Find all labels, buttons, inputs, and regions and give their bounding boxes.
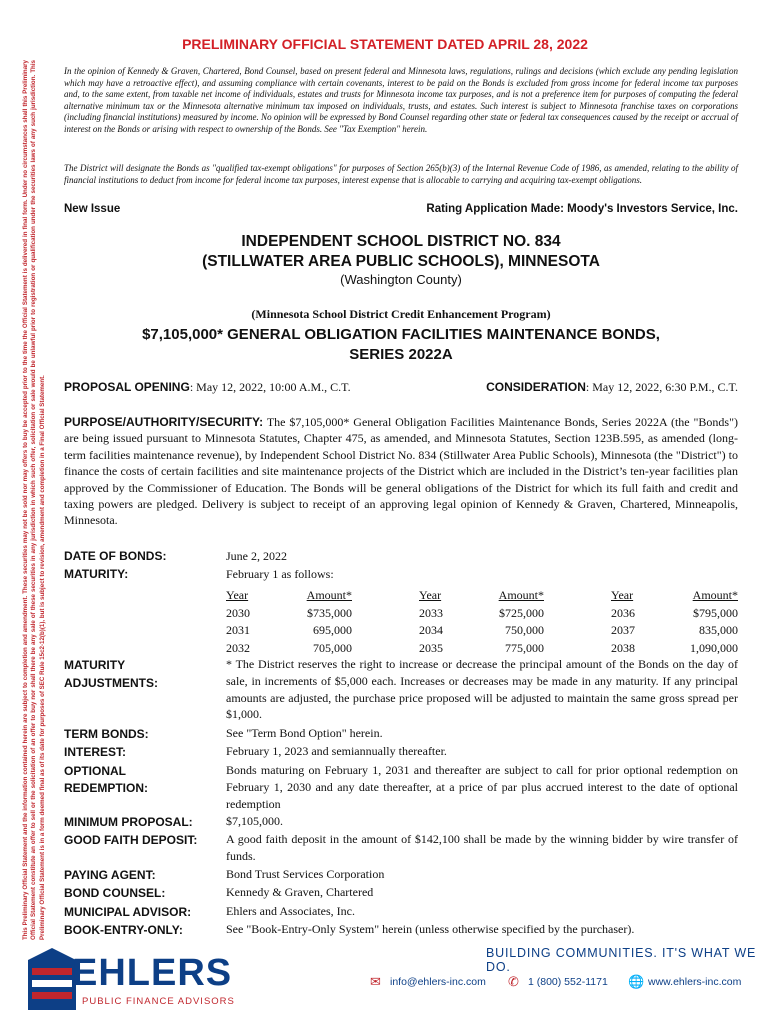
consideration-label: CONSIDERATION [486, 380, 586, 394]
maturity-year: 2030 [226, 605, 250, 620]
rating-label: Rating Application Made: Moody's Investors Service, Inc. [426, 203, 738, 215]
new-issue-label: New Issue [64, 203, 121, 215]
term-bonds-value: See "Term Bond Option" herein. [226, 726, 383, 740]
phone-icon: ✆ [508, 974, 519, 989]
book-entry-only-label: BOOK-ENTRY-ONLY: [64, 923, 183, 937]
maturity-amount: 1,090,000 [690, 640, 738, 655]
program-line: (Minnesota School District Credit Enhancement Program) [251, 307, 551, 321]
consideration [486, 380, 738, 395]
maturity-year: 2036 [611, 605, 635, 620]
bonds-title-line1: $7,105,000* GENERAL OBLIGATION FACILITIES MAINTENANCE BONDS, [142, 326, 660, 343]
purpose-label: PURPOSE/AUTHORITY/SECURITY: [64, 415, 264, 429]
book-entry-only-value: See "Book-Entry-Only System" herein (unless otherwise specified by the purchaser). [226, 922, 635, 936]
year-header: Year [419, 588, 442, 602]
maturity-year-col-2 [419, 587, 449, 657]
maturity-year-col-3 [611, 587, 641, 657]
maturity-amount: 835,000 [699, 623, 738, 638]
maturity-year-col-1 [226, 587, 256, 657]
term-bonds-label: TERM BONDS: [64, 727, 149, 741]
optional-redemption-label-2: REDEMPTION: [64, 781, 148, 795]
issue-rating-row [64, 203, 738, 219]
qualified-obligations-paragraph: The District will designate the Bonds as "qualified tax-exempt obligations" for purposes of Section 265(b)(3) of the Internal Revenue Code of 1986, as amended, relating to the ability of financial institutions to deduct from income for federal income tax purposes, interest expense that is allocable to carrying and acquiring tax-exempt obligations. [64, 163, 738, 185]
globe-icon: 🌐 [628, 974, 645, 989]
maturity-amount: 705,000 [313, 640, 352, 655]
good-faith-deposit-value: A good faith deposit in the amount of $142,100 shall be made by the winning bidder by wire transfer of funds. [226, 832, 738, 863]
maturity-amount: 775,000 [505, 640, 544, 655]
bonds-title-line2: SERIES 2022A [349, 346, 453, 363]
date-of-bonds-value: June 2, 2022 [226, 549, 287, 563]
bond-counsel-value: Kennedy & Graven, Chartered [226, 885, 374, 899]
proposal-opening-value: : May 12, 2022, 10:00 A.M., C.T. [189, 380, 351, 394]
ehlers-tagline: BUILDING COMMUNITIES. IT'S WHAT WE DO. [486, 946, 757, 974]
good-faith-deposit-label: GOOD FAITH DEPOSIT: [64, 833, 198, 847]
maturity-amount: $725,000 [499, 605, 544, 620]
amount-header: Amount* [498, 588, 544, 602]
interest-label: INTEREST: [64, 745, 127, 759]
county-line: (Washington County) [340, 272, 462, 287]
proposal-opening-label: PROPOSAL OPENING [64, 380, 190, 394]
maturity-year: 2035 [419, 640, 443, 655]
ehlers-logo-subtitle: PUBLIC FINANCE ADVISORS [82, 996, 235, 1007]
interest-value: February 1, 2023 and semiannually thereafter. [226, 744, 447, 758]
maturity-value: February 1 as follows: [226, 567, 334, 581]
maturity-amount-col-1 [286, 587, 352, 657]
maturity-amount: 695,000 [313, 623, 352, 638]
side-disclaimer-text: This Preliminary Official Statement and the information contained herein are subject to completion and amendment. These securities may not be sold nor may offers to buy be accepted prior to the time the Official Statement is delivered in final form. Under no circumstances shall this Preliminary Official Statement constitute an offer to sell or the solicitation of an offer to buy nor shall there be any sale of these securities in any jurisdiction in which such offer, solicitation or sale would be unlawful prior to registration or qualification under the securities laws of any such jurisdiction. This Preliminary Official Statement is in a form deemed final as of its date for purposes of SEC Rule 15c2-12(b)(1), but is subject to revision, amendment and completion in a Final Official Statement. [22, 60, 46, 940]
year-header: Year [226, 588, 249, 602]
maturity-amount: 750,000 [505, 623, 544, 638]
optional-redemption-label-1: OPTIONAL [64, 764, 126, 778]
minimum-proposal-value: $7,105,000. [226, 814, 283, 828]
ehlers-logo-text: EHLERS [72, 952, 233, 994]
optional-redemption-value: Bonds maturing on February 1, 2031 and thereafter are subject to call for prior optional redemption on February 1, 2030 and any date thereafter, at a price of par plus accrued interest to the date of optional redemption [226, 763, 738, 811]
maturity-label: MATURITY: [64, 567, 129, 581]
maturity-year: 2032 [226, 640, 250, 655]
maturity-amount: $735,000 [307, 605, 352, 620]
paying-agent-value: Bond Trust Services Corporation [226, 867, 385, 881]
purpose-text: The $7,105,000* General Obligation Facilities Maintenance Bonds, Series 2022A (the "Bonds") are being issued pursuant to Minnesota Statutes, Chapter 475, as amended, and Minnesota Statutes, Section 123B.595, as amended (long-term facilities maintenance revenue), by Independent School District No. 834 (Stillwater Area Public Schools), Minnesota (the "District") to finance the costs of certain facilities and site maintenance projects of the District which are included in the District’s ten-year facilities plan approved by the Commissioner of Education. The Bonds will be general obligations of the District for which its full faith and credit and taxing powers are pledged. Delivery is subject to receipt of an approving legal opinion of Kennedy & Graven, Chartered, Minneapolis, Minnesota. [64, 415, 738, 528]
minimum-proposal-label: MINIMUM PROPOSAL: [64, 815, 193, 829]
paying-agent-label: PAYING AGENT: [64, 868, 156, 882]
maturity-year: 2033 [419, 605, 443, 620]
maturity-amount-col-2 [478, 587, 544, 657]
contact-phone[interactable]: 1 (800) 552-1171 [528, 976, 608, 988]
maturity-adjustments-label-1: MATURITY [64, 658, 126, 672]
municipal-advisor-label: MUNICIPAL ADVISOR: [64, 905, 192, 919]
municipal-advisor-value: Ehlers and Associates, Inc. [226, 904, 355, 918]
tax-opinion-paragraph: In the opinion of Kennedy & Graven, Chartered, Bond Counsel, based on present federal and Minnesota laws, regulations, rulings and decisions (which exclude any pending legislation which may have a retroactive effect), and assuming compliance with certain covenants, interest to be paid on the Bonds is excluded from gross income for federal income tax purposes and, to the same extent, from taxable net income of individuals, estates and trusts for Minnesota income tax purposes, and is not a preference item for purposes of computing the federal alternative minimum tax or the Minnesota alternative minimum tax imposed on individuals, trusts, and estates. Such interest is subject to Minnesota franchise taxes on corporations (including financial institutions) measured by income. No opinion will be expressed by Bond Counsel regarding other state or federal tax consequences caused by the receipt or accrual of interest on the Bonds or arising with respect to ownership of the Bonds. See "Tax Exemption" herein. [64, 66, 738, 134]
purpose-paragraph [64, 414, 738, 529]
preliminary-banner: PRELIMINARY OFFICIAL STATEMENT DATED APRIL 28, 2022 [182, 36, 588, 52]
amount-header: Amount* [692, 588, 738, 602]
year-header: Year [611, 588, 634, 602]
maturity-year: 2037 [611, 623, 635, 638]
maturity-year: 2031 [226, 623, 250, 638]
bond-counsel-label: BOND COUNSEL: [64, 886, 166, 900]
consideration-value: : May 12, 2022, 6:30 P.M., C.T. [585, 380, 738, 394]
contact-web[interactable]: www.ehlers-inc.com [648, 976, 742, 988]
district-title-line2: (STILLWATER AREA PUBLIC SCHOOLS), MINNESOTA [202, 253, 600, 270]
contact-email[interactable]: info@ehlers-inc.com [390, 976, 486, 988]
date-of-bonds-label: DATE OF BONDS: [64, 549, 167, 563]
maturity-amount-col-3 [666, 587, 738, 657]
maturity-year: 2038 [611, 640, 635, 655]
maturity-amount: $795,000 [693, 605, 738, 620]
email-icon: ✉ [370, 974, 381, 989]
proposal-opening [64, 380, 351, 395]
district-title-line1: INDEPENDENT SCHOOL DISTRICT NO. 834 [241, 233, 561, 250]
proposal-row [64, 380, 738, 396]
amount-header: Amount* [306, 588, 352, 602]
maturity-adjustments-label-2: ADJUSTMENTS: [64, 676, 159, 690]
maturity-adjustments-value: * The District reserves the right to increase or decrease the principal amount of the Bonds on the day of sale, in increments of $5,000 each. Increases or decreases may be made in any maturity. If any principal amounts are adjusted, the purchase price proposed will be adjusted to maintain the same gross spread per $1,000. [226, 657, 738, 722]
maturity-year: 2034 [419, 623, 443, 638]
